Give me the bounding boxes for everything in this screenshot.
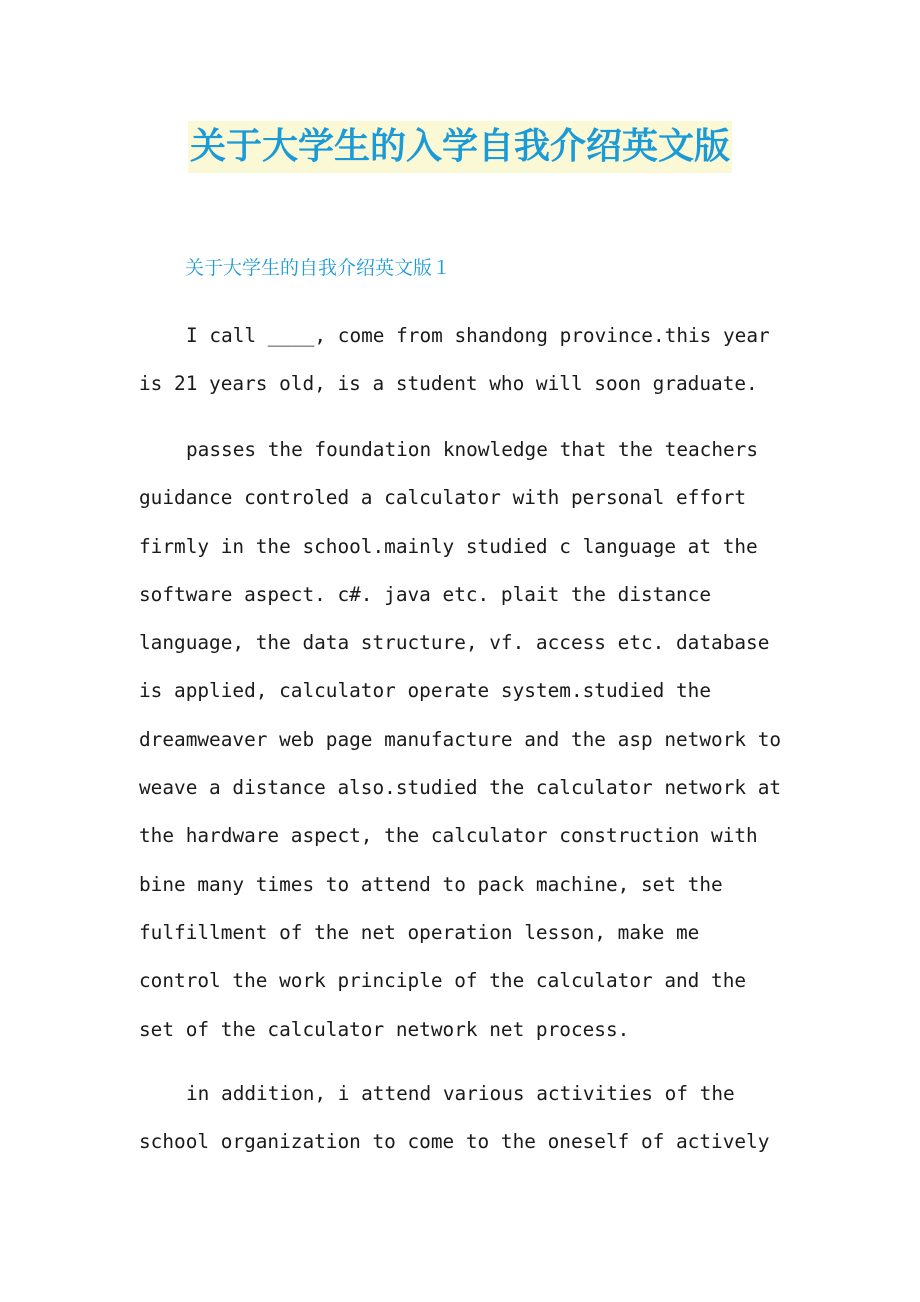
document-title: 关于大学生的入学自我介绍英文版 [188, 121, 732, 173]
paragraph-activities: in addition, i attend various activities of the school organization to come to the oneself of actively [139, 1082, 770, 1154]
paragraph-studies: passes the foundation knowledge that the teachers guidance controled a calculator with personal effort firmly in the school.mainly studied c language at the software aspect. c#. java etc. plait the distance language, the data structure, vf. access etc. database is applied, calculator operate system.studied the dreamweaver web page manufacture and the asp network to weave a distance also.studied the calculator network at the hardware aspect, the calculator construction with bine many times to attend to pack machine, set the fulfillment of the net operation lesson, make me control the work principle of the calculator and the set of the calculator network net process. [139, 438, 782, 1041]
section-heading: 关于大学生的自我介绍英文版１ [185, 257, 452, 279]
title-container [0, 121, 920, 173]
paragraph-introduction: I call ____, come from shandong province.this year is 21 years old, is a student who will soon graduate. [139, 324, 770, 396]
